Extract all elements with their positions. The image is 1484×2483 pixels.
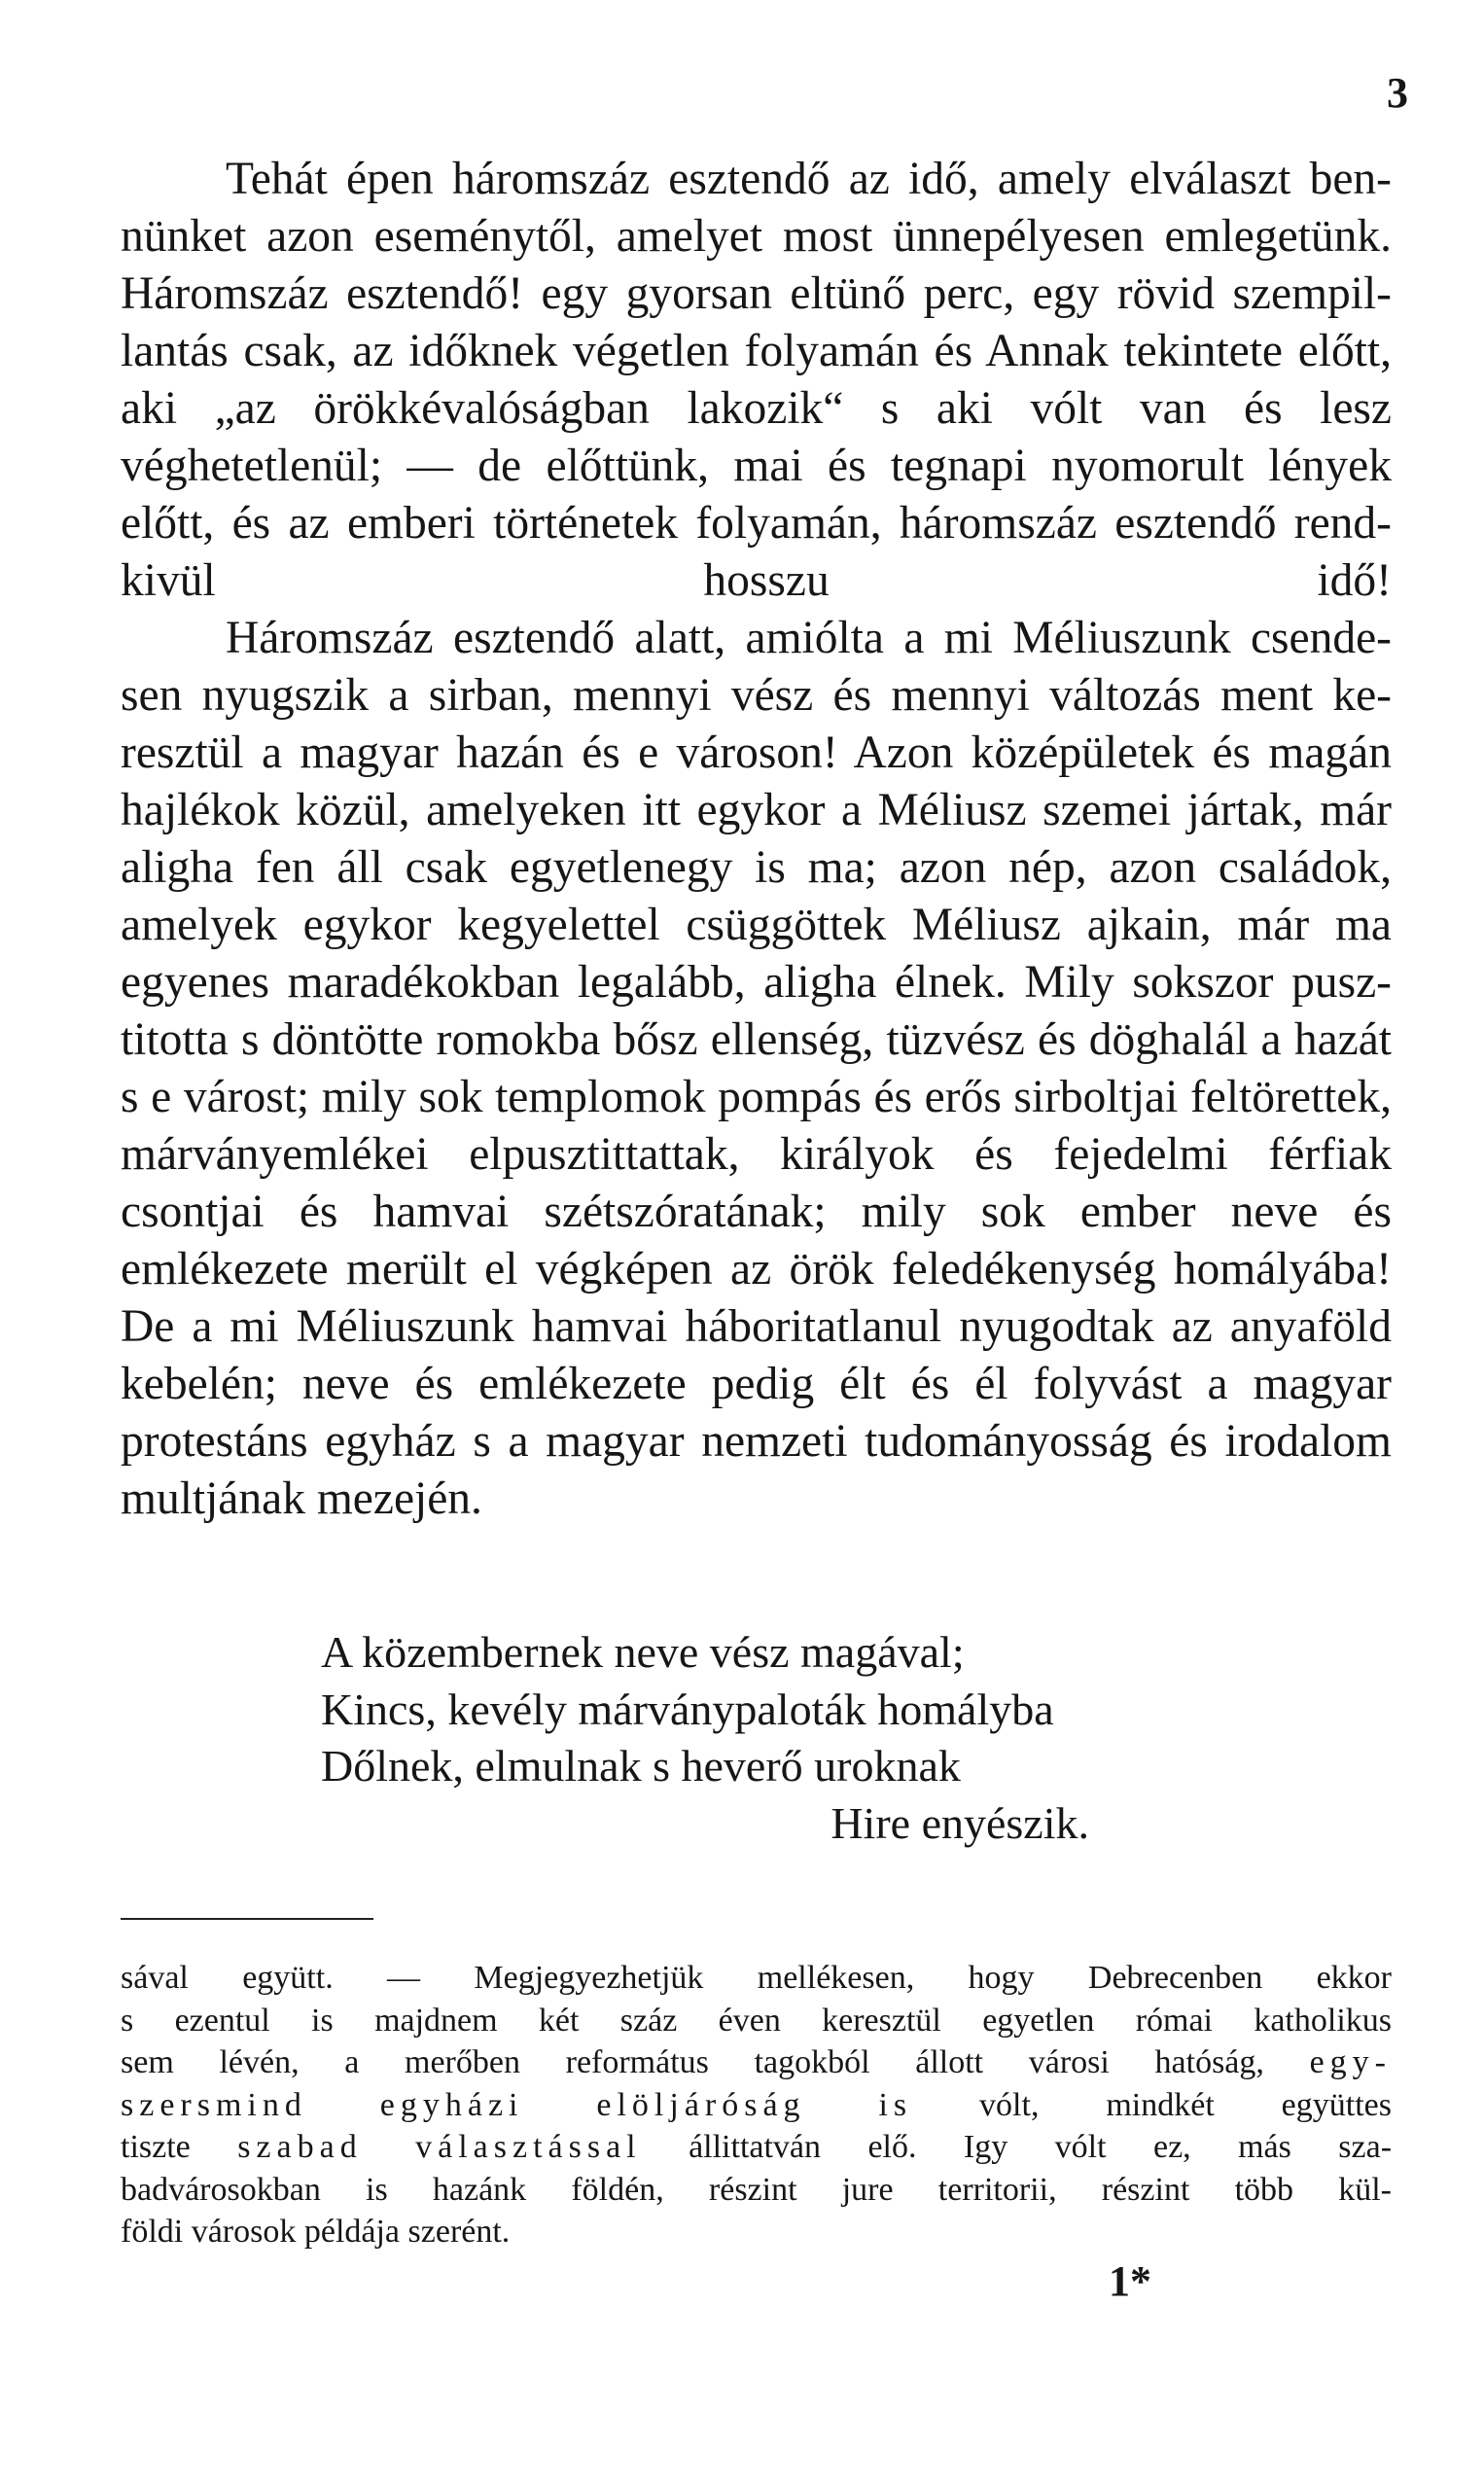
text-line: lantás csak, az időknek végetlen folyamán és Annak tekintete <box>121 326 1284 376</box>
text-line: amelyek egykor kegyelettel csüggöttek Méliusz ajkain, már ma <box>121 900 1392 950</box>
footnote-line <box>121 1957 1392 2000</box>
text-line: multjának mezején. <box>121 1473 482 1524</box>
poem-line: Dőlnek, elmulnak s heverő uroknak <box>321 1741 961 1791</box>
text-line: sen nyugszik a sirban, mennyi vész és mennyi változás ment ke- <box>121 670 1392 721</box>
text-line: protestáns egyház s a magyar nemzeti tudományosság és irodalom <box>121 1416 1392 1467</box>
text-line: kebelén; neve és emlékezete pedig élt és él folyvást a magyar <box>121 1359 1392 1409</box>
footnote-text: badvárosokban is hazánk földén, részint jure territorii, részint több kül- <box>121 2171 1392 2208</box>
poem-line: Kincs, kevély márványpaloták homályba <box>321 1684 1054 1734</box>
text-line: férfiak csontjai és hamvai szétszóratának; mily sok ember neve és <box>121 1129 1392 1237</box>
text-line: feltörettek, márványemlékei elpusztittattak, királyok és fejedelmi <box>121 1072 1393 1180</box>
footnote-emphasis: egy- <box>1309 2044 1392 2080</box>
text-line: egyenes maradékokban legalább, aligha élnek. Mily sokszor pusz- <box>121 957 1392 1008</box>
signature-mark: 1* <box>1109 2257 1151 2305</box>
text-line: titotta s döntötte romokba bősz ellenség, tüzvész és döghalál a <box>121 1014 1282 1065</box>
footnote-text: sem lévén, a merőben református tagokból állott városi hatóság, <box>121 2044 1264 2080</box>
footnote-text: s ezentul is majdnem két száz éven keresztül egyetlen római katholikus <box>121 2002 1392 2039</box>
footnote-text: tiszte <box>121 2129 191 2165</box>
text-line: De a mi Méliuszunk hamvai háboritatlanul nyugodtak az anyaföld <box>121 1301 1392 1352</box>
footnote-text: földi városok példája szerént. <box>121 2214 511 2250</box>
paragraph-1 <box>121 151 1392 610</box>
footnote-line <box>121 2000 1392 2042</box>
footnote-line <box>121 2084 1392 2127</box>
text-line: Háromszáz esztendő! egy gyorsan eltünő perc, egy rövid szempil- <box>121 268 1392 319</box>
text-line: Tehát épen háromszáz esztendő az idő, amely elválaszt ben- <box>226 154 1392 204</box>
text-line: véghetetlenül; — de előttünk, mai és tegnapi nyomorult lények <box>121 441 1392 491</box>
footnote-line <box>121 2126 1392 2169</box>
page-number: 3 <box>1387 69 1408 117</box>
text-line: kivül hosszu idő! <box>121 555 1392 606</box>
footnote-divider <box>121 1918 373 1920</box>
paragraph-2 <box>121 610 1392 1528</box>
text-line: Háromszáz esztendő alatt, amiólta a mi Méliuszunk csende- <box>226 613 1392 663</box>
footnote <box>121 1957 1392 2253</box>
poem-line: Hire enyészik. <box>830 1797 1089 1848</box>
footnote-line <box>121 2041 1392 2084</box>
footnote-text: sával együtt. — Megjegyezhetjük mellékesen, hogy Debrecenben ekkor <box>121 1960 1392 1996</box>
main-text <box>121 151 1392 1528</box>
text-line: resztül a magyar hazán és e városon! Azon középületek és magán <box>121 727 1392 778</box>
poem-line: A közembernek neve vész magával; <box>321 1627 965 1677</box>
footnote-text: vólt, mindkét együttes <box>979 2086 1392 2123</box>
text-line: előtt, és az emberi történetek folyamán, háromszáz esztendő rend- <box>121 498 1392 549</box>
text-line: hazát s e várost; mily sok templomok pompás és erős sirboltjai <box>121 1014 1393 1122</box>
text-line: aligha fen áll csak egyetlenegy is ma; azon nép, azon családok, <box>121 842 1392 893</box>
text-line: nünket azon eseménytől, amelyet most ünnepélyesen emlegetünk. <box>121 211 1392 262</box>
footnote-emphasis: szersmind egyházi elöljáróság is <box>121 2086 913 2123</box>
footnote-text: állittatván elő. Igy vólt ez, más sza- <box>689 2129 1393 2165</box>
footnote-emphasis: szabad választással <box>237 2129 642 2165</box>
text-line: emlékezete merült el végképen az örök feledékenység homályába! <box>121 1244 1392 1295</box>
poem-stanza <box>321 1624 1089 1852</box>
footnote-line <box>121 2169 1392 2212</box>
text-line: előtt, aki „az örökkévalóságban lakozik“ s aki vólt van és lesz <box>121 326 1392 434</box>
footnote-line <box>121 2211 1392 2253</box>
text-line: hajlékok közül, amelyeken itt egykor a Méliusz szemei jártak, már <box>121 785 1392 835</box>
